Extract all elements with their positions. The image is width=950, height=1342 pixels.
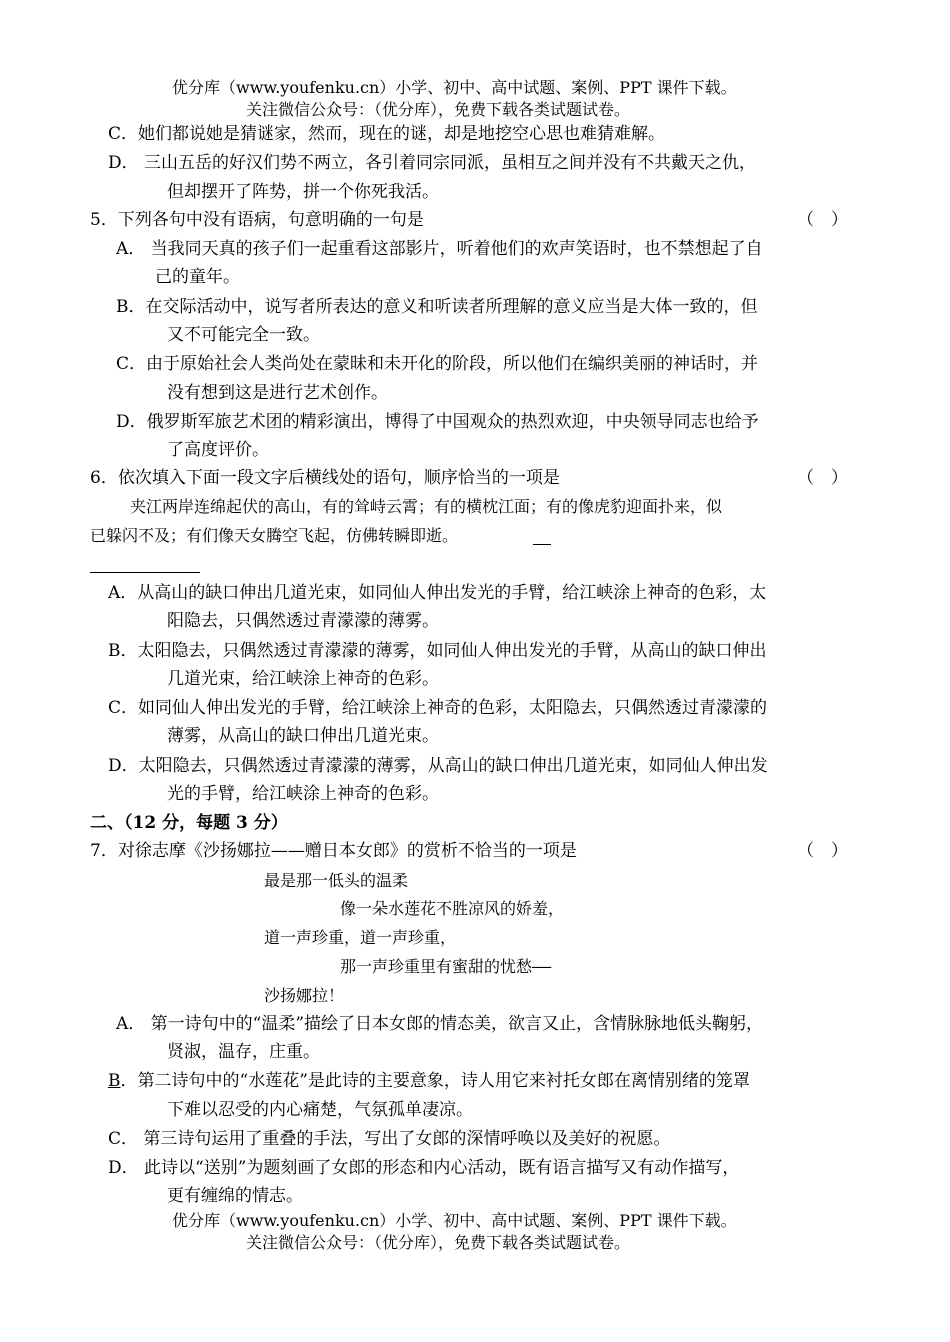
q7-option-b <box>108 1070 750 1092</box>
q7-answer-paren: （ ） <box>797 841 848 861</box>
q6-option-a: A．从高山的缺口伸出几道光束，如同仙人伸出发光的手臂，给江峡涂上神奇的色彩，太 <box>108 583 767 603</box>
header-line-1: 优分库（www.youfenku.cn）小学、初中、高中试题、案例、PPT 课件下载。 <box>172 78 737 97</box>
q5-stem: 5．下列各句中没有语病，句意明确的一句是 <box>90 210 424 230</box>
q7-option-b-letter: B <box>108 1071 121 1091</box>
q5-answer-paren: （ ） <box>797 210 848 230</box>
q6-fill-blank-cont <box>90 572 200 573</box>
q7-option-d-cont: 更有缠绵的情志。 <box>167 1186 303 1206</box>
q6-option-c-cont: 薄雾，从高山的缺口伸出几道光束。 <box>167 726 439 746</box>
q7-option-c: C． 第三诗句运用了重叠的手法，写出了女郎的深情呼唤以及美好的祝愿。 <box>108 1129 671 1149</box>
q5-option-d-cont: 了高度评价。 <box>167 440 269 460</box>
q6-option-d-cont: 光的手臂，给江峡涂上神奇的色彩。 <box>167 784 439 804</box>
q6-option-a-cont: 阳隐去，只偶然透过青濛濛的薄雾。 <box>167 611 439 631</box>
poem-line-3: 道一声珍重，道一声珍重， <box>264 928 457 947</box>
poem-line-1: 最是那一低头的温柔 <box>264 871 409 890</box>
q6-passage-line-1: 夹江两岸连绵起伏的高山，有的耸峙云霄；有的横枕江面；有的像虎豹迎面扑来，似 <box>130 497 723 516</box>
q7-option-a: A． 第一诗句中的“温柔”描绘了日本女郎的情态美，欲言又止，含情脉脉地低头鞠躬， <box>116 1014 764 1034</box>
q6-stem: 6．依次填入下面一段文字后横线处的语句，顺序恰当的一项是 <box>90 468 560 488</box>
q7-option-b-text: ．第二诗句中的“水莲花”是此诗的主要意象，诗人用它来衬托女郎在离情别绪的笼罩 <box>120 1071 750 1091</box>
q6-option-c: C．如同仙人伸出发光的手臂，给江峡涂上神奇的色彩，太阳隐去，只偶然透过青濛濛的 <box>108 698 768 718</box>
q7-option-b-cont: 下难以忍受的内心痛楚，气氛孤单凄凉。 <box>167 1100 473 1120</box>
q6-option-b: B．太阳隐去，只偶然透过青濛濛的薄雾，如同仙人伸出发光的手臂，从高山的缺口伸出 <box>108 641 767 661</box>
q6-answer-paren: （ ） <box>797 468 848 488</box>
q5-option-c-cont: 没有想到这是进行艺术创作。 <box>167 383 388 403</box>
q6-option-b-cont: 几道光束，给江峡涂上神奇的色彩。 <box>167 669 439 689</box>
footer-line-2: 关注微信公众号：（优分库），免费下载各类试题试卷。 <box>246 1233 631 1252</box>
q5-option-b-cont: 又不可能完全一致。 <box>167 325 320 345</box>
q6-fill-blank <box>533 544 551 545</box>
poem-line-5: 沙扬娜拉！ <box>264 986 345 1005</box>
q6-passage-line-2: 已躲闪不及；有们像天女腾空飞起，仿佛转瞬即逝。 <box>90 526 459 545</box>
q5-option-c: C．由于原始社会人类尚处在蒙昧和未开化的阶段，所以他们在编织美丽的神话时，并 <box>116 354 759 374</box>
q7-stem: 7．对徐志摩《沙扬娜拉——赠日本女郎》的赏析不恰当的一项是 <box>90 841 577 861</box>
poem-line-4: 那一声珍重里有蜜甜的忧愁—— <box>340 957 552 976</box>
section-heading: 二、（12 分，每题 3 分） <box>90 813 288 833</box>
q7-option-d: D． 此诗以“送别”为题刻画了女郎的形态和内心活动，既有语言描写又有动作描写， <box>108 1158 740 1178</box>
poem-line-2: 像一朵水莲花不胜凉风的娇羞， <box>340 899 565 918</box>
q5-option-a-cont: 己的童年。 <box>155 267 240 287</box>
q4-option-d: D． 三山五岳的好汉们势不两立，各引着同宗同派，虽相互之间并没有不共戴天之仇， <box>108 153 757 173</box>
q4-option-c: C．她们都说她是猜谜家，然而，现在的谜，却是地挖空心思也难猜难解。 <box>108 124 666 144</box>
header-line-2: 关注微信公众号：（优分库），免费下载各类试题试卷。 <box>246 100 631 119</box>
q6-option-d: D．太阳隐去，只偶然透过青濛濛的薄雾，从高山的缺口伸出几道光束，如同仙人伸出发 <box>108 756 768 776</box>
q5-option-d: D．俄罗斯军旅艺术团的精彩演出，博得了中国观众的热烈欢迎，中央领导同志也给予 <box>116 412 759 432</box>
q7-option-a-cont: 贤淑，温存，庄重。 <box>167 1042 320 1062</box>
q5-option-b: B．在交际活动中，说写者所表达的意义和听读者所理解的意义应当是大体一致的，但 <box>116 297 758 317</box>
footer-line-1: 优分库（www.youfenku.cn）小学、初中、高中试题、案例、PPT 课件下载。 <box>172 1211 737 1230</box>
q4-option-d-cont: 但却摆开了阵势，拼一个你死我活。 <box>167 182 439 202</box>
q5-option-a: A． 当我同天真的孩子们一起重看这部影片，听着他们的欢声笑语时，也不禁想起了自 <box>116 239 763 259</box>
